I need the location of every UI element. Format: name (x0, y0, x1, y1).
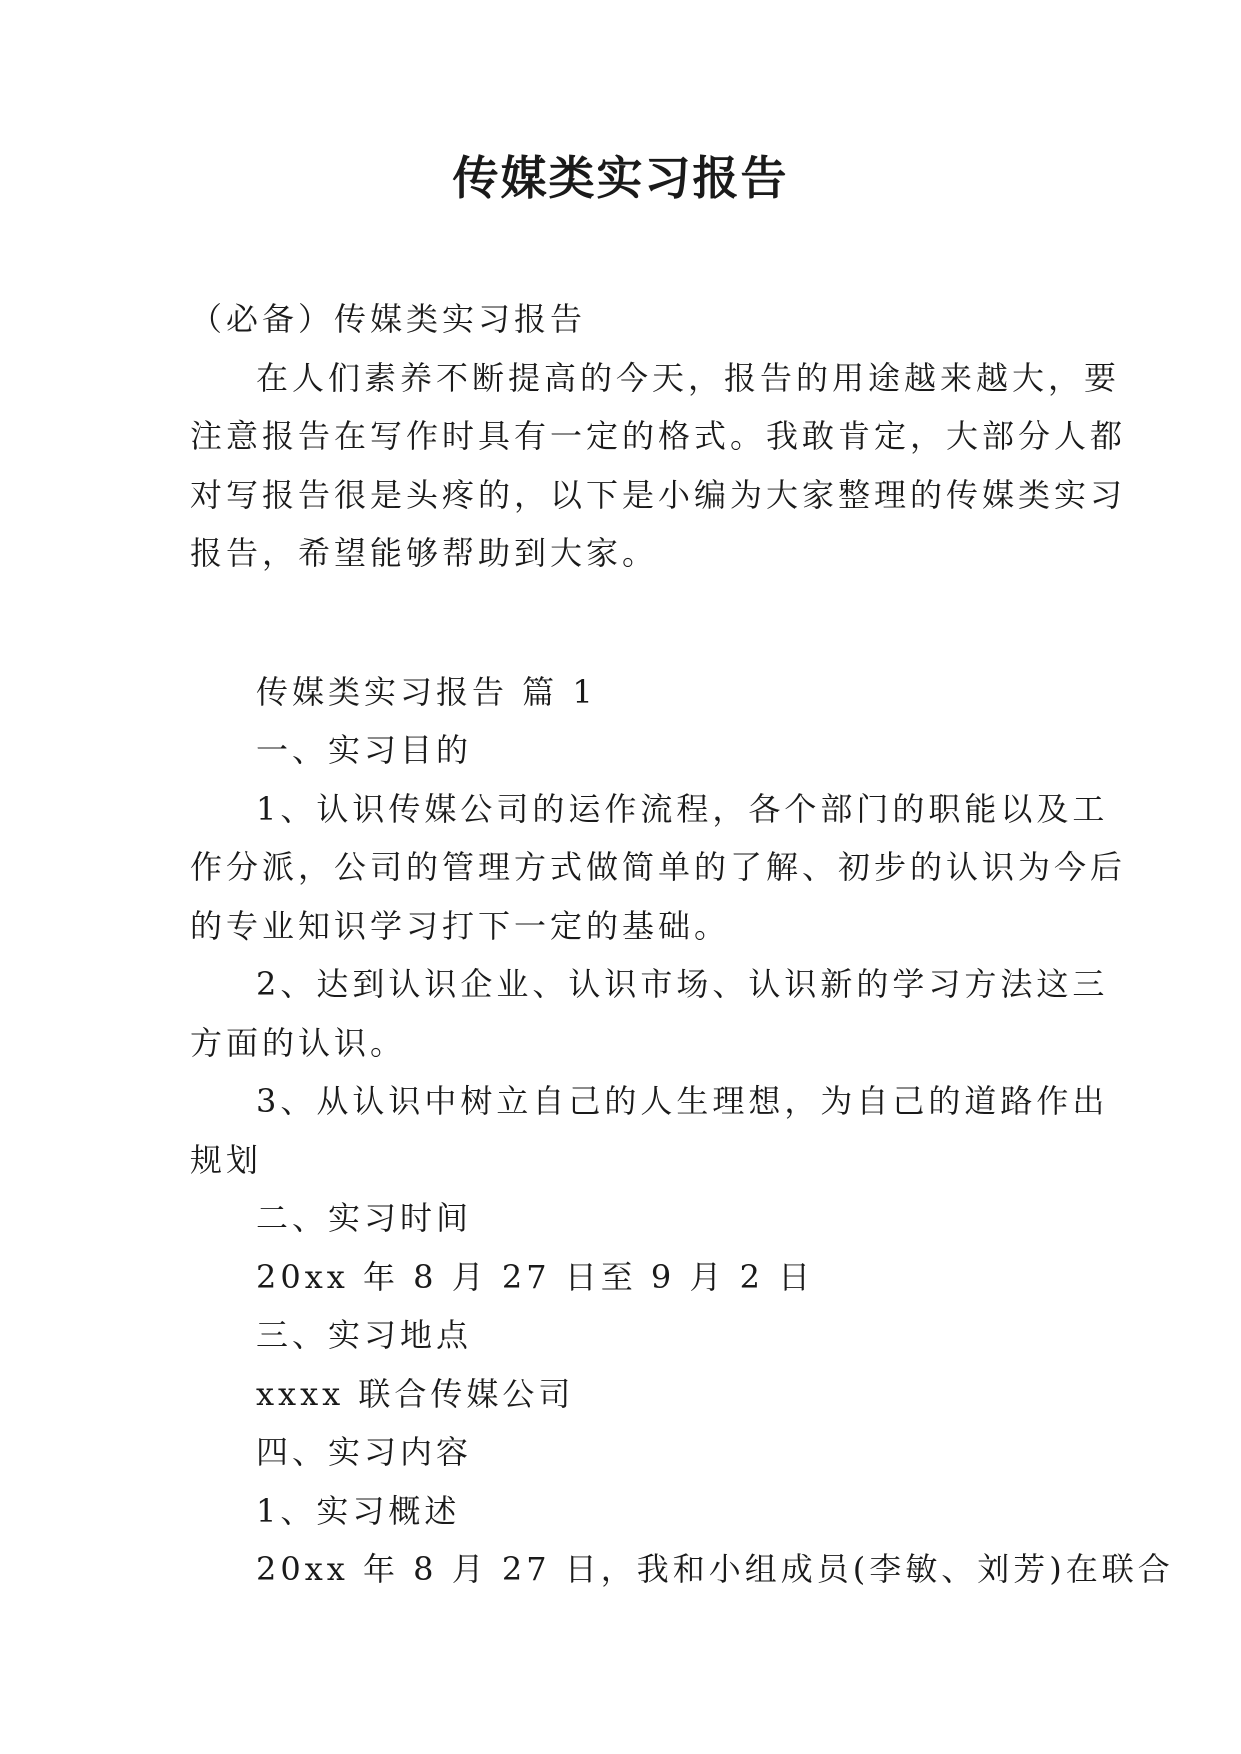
heading-purpose: 一、实习目的 (256, 731, 473, 769)
purpose-item-line: 3、从认识中树立自己的人生理想，为自己的道路作出 (256, 1082, 1109, 1120)
subtitle: （必备）传媒类实习报告 (190, 300, 587, 338)
purpose-item-line: 规划 (190, 1140, 263, 1179)
place-text: xxxx 联合传媒公司 (256, 1374, 575, 1413)
heading-place: 三、实习地点 (256, 1316, 473, 1354)
intro-line: 在人们素养不断提高的今天，报告的用途越来越大，要 (256, 358, 1121, 397)
purpose-item-line: 1、认识传媒公司的运作流程，各个部门的职能以及工 (256, 789, 1109, 828)
heading-time: 二、实习时间 (256, 1199, 473, 1237)
purpose-item-2 (190, 955, 1109, 1072)
purpose-item-1 (190, 780, 1127, 956)
paragraph-gap (190, 583, 1050, 663)
purpose-item-line: 作分派，公司的管理方式做简单的了解、初步的认识为今后 (190, 848, 1127, 886)
content-subheading: 1、实习概述 (256, 1491, 461, 1530)
section-heading: 传媒类实习报告 篇 1 (256, 672, 597, 711)
time-text: 20xx 年 8 月 27 日至 9 月 2 日 (256, 1257, 815, 1296)
purpose-item-line: 2、达到认识企业、认识市场、认识新的学习方法这三 (256, 965, 1109, 1003)
purpose-item-3 (190, 1072, 1109, 1189)
intro-line: 对写报告很是头疼的，以下是小编为大家整理的传媒类实习 (190, 475, 1127, 514)
intro-line: 报告，希望能够帮助到大家。 (190, 534, 659, 572)
document-title: 传媒类实习报告 (452, 151, 789, 205)
content-text-line: 20xx 年 8 月 27 日，我和小组成员(李敏、刘芳)在联合 (256, 1550, 1174, 1588)
intro-line: 注意报告在写作时具有一定的格式。我敢肯定，大部分人都 (190, 417, 1127, 455)
purpose-item-line: 的专业知识学习打下一定的基础。 (190, 906, 731, 945)
document-body (190, 290, 1174, 1599)
purpose-item-line: 方面的认识。 (190, 1023, 407, 1062)
heading-content: 四、实习内容 (256, 1433, 473, 1471)
intro-paragraph (190, 349, 1127, 583)
